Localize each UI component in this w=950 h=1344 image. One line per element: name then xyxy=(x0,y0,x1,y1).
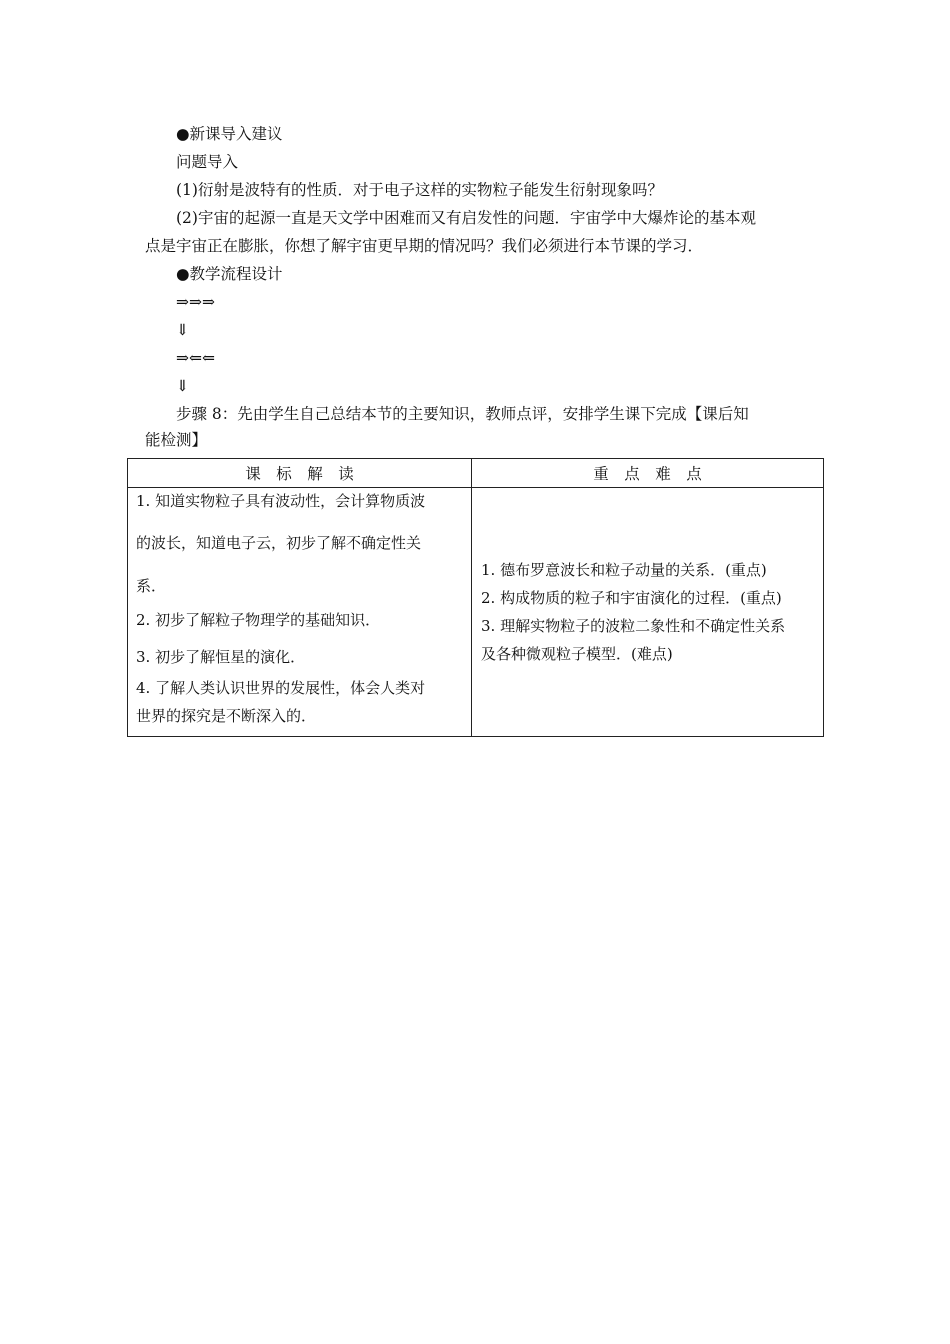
objectives-table xyxy=(127,458,824,737)
key-point-2: 2. 构成物质的粒子和宇宙演化的过程．(重点) xyxy=(481,589,782,607)
flow-down-arrow-1: ⇓ xyxy=(176,321,189,339)
step-8-line-1: 步骤 8：先由学生自己总结本节的主要知识，教师点评，安排学生课下完成【课后知 xyxy=(176,405,749,423)
objective-2: 2. 初步了解粒子物理学的基础知识． xyxy=(136,611,381,629)
header-key-difficult-points: 重 点 难 点 xyxy=(472,459,824,488)
objective-4-line-1: 4. 了解人类认识世界的发展性，体会人类对 xyxy=(136,679,426,697)
step-8-line-2: 能检测】 xyxy=(145,431,208,449)
flow-down-arrow-2: ⇓ xyxy=(176,377,189,395)
table-header-row xyxy=(128,459,824,488)
objective-3: 3. 初步了解恒星的演化． xyxy=(136,648,306,666)
objective-1-line-3: 系． xyxy=(136,577,167,595)
objective-1-line-2: 的波长，知道电子云，初步了解不确定性关 xyxy=(136,534,422,552)
objective-1-line-1: 1. 知道实物粒子具有波动性，会计算物质波 xyxy=(136,492,426,510)
table-body-row xyxy=(128,488,824,737)
key-points-cell xyxy=(472,488,824,737)
question-1: (1)衍射是波特有的性质．对于电子这样的实物粒子能发生衍射现象吗？ xyxy=(176,181,663,199)
flow-heading: ●教学流程设计 xyxy=(176,265,283,283)
intro-heading: ●新课导入建议 xyxy=(176,125,283,143)
key-point-3-line-2: 及各种微观粒子模型．(难点) xyxy=(481,645,673,663)
question-2-line-1: (2)宇宙的起源一直是天文学中困难而又有启发性的问题．宇宙学中大爆炸论的基本观 xyxy=(176,209,756,227)
intro-subheading: 问题导入 xyxy=(176,153,239,171)
key-point-1: 1. 德布罗意波长和粒子动量的关系．(重点) xyxy=(481,561,767,579)
key-point-3-line-1: 3. 理解实物粒子的波粒二象性和不确定性关系 xyxy=(481,617,786,635)
question-2-line-2: 点是宇宙正在膨胀，你想了解宇宙更早期的情况吗？我们必须进行本节课的学习． xyxy=(145,237,704,255)
header-curriculum-interpretation: 课 标 解 读 xyxy=(128,459,472,488)
flow-arrows-2: ⇒⇐⇐ xyxy=(176,349,215,367)
curriculum-objectives-cell xyxy=(128,488,472,737)
objective-4-line-2: 世界的探究是不断深入的． xyxy=(136,707,317,725)
flow-arrows-1: ⇒⇒⇒ xyxy=(176,293,215,311)
